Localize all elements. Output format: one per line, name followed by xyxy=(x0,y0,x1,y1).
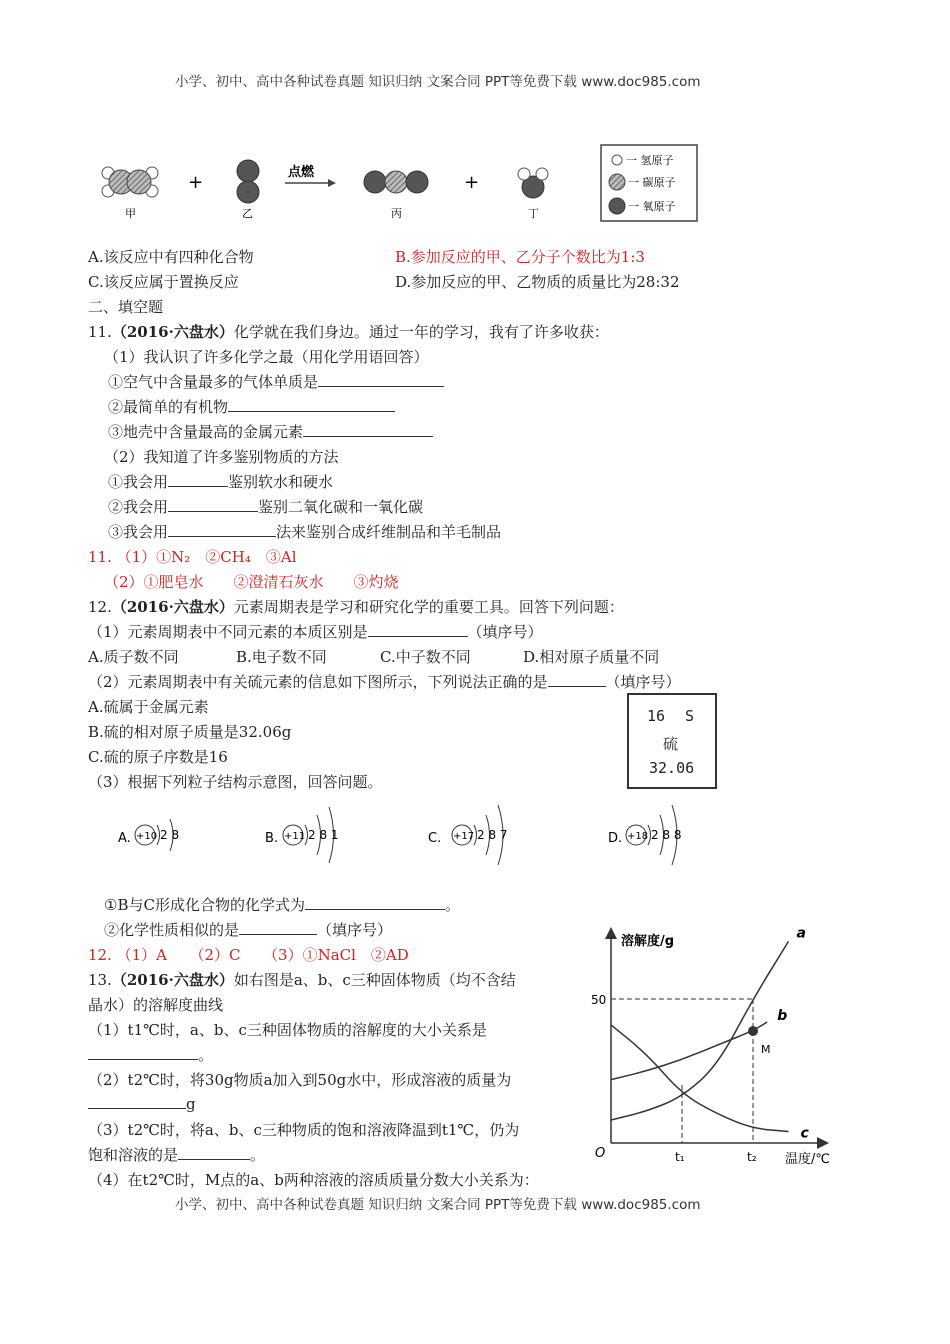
plus-sign-2: + xyxy=(464,172,480,193)
q13-part3: （3）t2℃时，将a、b、c三种物质的饱和溶液降温到t1℃，仍为 xyxy=(88,1121,520,1139)
tile-name: 硫 xyxy=(663,735,679,753)
q10-option-c: C.该反应属于置换反应 xyxy=(88,273,239,291)
reaction-diagram xyxy=(90,140,730,225)
q13-part1: （1）t1℃时，a、b、c三种固体物质的溶解度的大小关系是 xyxy=(88,1021,487,1039)
y-axis-label: 溶解度/g xyxy=(621,934,675,949)
particle-diagrams xyxy=(110,795,710,875)
solubility-chart xyxy=(585,925,835,1175)
q11-part2a: ①我会用 鉴别软水和硬水 xyxy=(108,473,334,491)
q10-option-d: D.参加反应的甲、乙物质的质量比为28:32 xyxy=(395,273,680,291)
q11-part1b: ②最简单的有机物 xyxy=(108,396,395,417)
curve-label-c: c xyxy=(800,1125,809,1142)
svg-text:C.: C. xyxy=(428,831,442,846)
tile-number: 16 xyxy=(647,707,666,725)
q11-answer-1: 11. （1）①N₂ ②CH₄ ③Al xyxy=(88,548,297,566)
q12-answer: 12. （1）A （2）C （3）①NaCl ②AD xyxy=(88,946,409,964)
q10-option-a: A.该反应中有四种化合物 xyxy=(88,248,254,266)
q11-part2b: ②我会用 鉴别二氧化碳和一氧化碳 xyxy=(108,498,424,516)
q11-part2: （2）我知道了许多鉴别物质的方法 xyxy=(104,448,339,466)
x-tick-t1: t₁ xyxy=(675,1150,685,1164)
molecule-bing xyxy=(364,171,428,220)
q12-opt-d: D.相对原子质量不同 xyxy=(523,648,660,666)
label-yi: 乙 xyxy=(242,207,253,220)
particle-c xyxy=(428,805,508,865)
q11-stem xyxy=(88,321,609,342)
particle-a xyxy=(118,819,179,851)
q13-part2-blank: g xyxy=(88,1094,196,1113)
y-tick-50: 50 xyxy=(591,993,607,1007)
q13-part2: （2）t2℃时，将30g物质a加入到50g水中，形成溶液的质量为 xyxy=(88,1071,512,1089)
particle-d xyxy=(608,805,682,865)
page-footer: 小学、初中、高中各种试卷真题 知识归纳 文案合同 PPT等免费下载 www.doc985.com xyxy=(175,1197,701,1213)
curve-a xyxy=(611,941,789,1120)
q11-part1a: ①空气中含量最多的气体单质是 xyxy=(108,371,444,392)
legend-c: 一 碳原子 xyxy=(628,176,676,189)
legend-o: 一 氧原子 xyxy=(628,200,676,213)
tile-mass: 32.06 xyxy=(649,759,695,777)
condition-label: 点燃 xyxy=(288,165,315,180)
x-tick-t2: t₂ xyxy=(747,1150,757,1164)
svg-text:+17: +17 xyxy=(453,831,475,842)
q12-part2-a: A.硫属于金属元素 xyxy=(88,698,209,716)
label-bing: 丙 xyxy=(391,207,402,220)
q11-num: 11. xyxy=(88,323,112,341)
label-jia: 甲 xyxy=(125,207,136,220)
q11-part1: （1）我认识了许多化学之最（用化学用语回答） xyxy=(104,348,429,366)
section-title: 二、填空题 xyxy=(88,298,164,316)
q13-stem: 13.（2016·六盘水）如右图是a、b、c三种固体物质（均不含结 xyxy=(88,971,516,989)
svg-text:A.: A. xyxy=(118,831,131,846)
particle-b xyxy=(265,807,339,863)
point-m xyxy=(748,1026,758,1036)
reaction-arrow xyxy=(285,164,336,187)
q13-part3b: 饱和溶液的是 。 xyxy=(88,1146,266,1164)
curve-b xyxy=(611,1022,767,1080)
sulfur-element-tile xyxy=(627,693,717,789)
q12-part1: （1）元素周期表中不同元素的本质区别是 （填序号） xyxy=(88,623,543,641)
q12-opt-a: A.质子数不同 xyxy=(88,648,179,666)
q12-opt-c: C.中子数不同 xyxy=(380,648,471,666)
q12-part3: （3）根据下列粒子结构示意图，回答问题。 xyxy=(88,773,383,791)
q12-opt-b: B.电子数不同 xyxy=(236,648,327,666)
tile-symbol: S xyxy=(685,707,695,725)
svg-text:2 8: 2 8 xyxy=(160,828,180,842)
svg-text:D.: D. xyxy=(608,831,623,846)
q11-part1c: ③地壳中含量最高的金属元素 xyxy=(108,421,433,442)
svg-text:+11: +11 xyxy=(284,831,306,842)
curve-c xyxy=(611,1025,789,1132)
page-header: 小学、初中、高中各种试卷真题 知识归纳 文案合同 PPT等免费下载 www.doc985.com xyxy=(175,74,701,90)
plus-sign: + xyxy=(188,172,204,193)
q11-part2c: ③我会用 法来鉴别合成纤维制品和羊毛制品 xyxy=(108,523,502,541)
q10-option-b: B.参加反应的甲、乙分子个数比为1:3 xyxy=(395,248,645,266)
q13-part4: （4）在t2℃时，M点的a、b两种溶液的溶质质量分数大小关系为： xyxy=(88,1171,539,1189)
label-ding: 丁 xyxy=(528,207,539,220)
q11-source: （2016·六盘水） xyxy=(111,323,234,341)
svg-text:2 8 8: 2 8 8 xyxy=(651,828,682,842)
svg-text:B.: B. xyxy=(265,831,279,846)
molecule-yi xyxy=(237,160,259,220)
q11-answer-2: （2）①肥皂水 ②澄清石灰水 ③灼烧 xyxy=(104,573,399,591)
svg-text:2 8 7: 2 8 7 xyxy=(477,828,508,842)
q12-part2-c: C.硫的原子序数是16 xyxy=(88,748,228,766)
molecule-jia xyxy=(102,167,158,220)
q12-stem: 12.（2016·六盘水）元素周期表是学习和研究化学的重要工具。回答下列问题： xyxy=(88,598,624,616)
point-m-label: M xyxy=(761,1043,771,1056)
svg-text:2 8 1: 2 8 1 xyxy=(308,828,339,842)
molecule-ding xyxy=(518,168,548,220)
q12-part3b: ②化学性质相似的是 （填序号） xyxy=(104,921,393,939)
x-axis-label: 温度/℃ xyxy=(785,1152,830,1167)
q12-part2: （2）元素周期表中有关硫元素的信息如下图所示，下列说法正确的是 （填序号） xyxy=(88,673,681,691)
q13-stem-2: 晶水）的溶解度曲线 xyxy=(88,996,224,1014)
svg-text:+18: +18 xyxy=(627,831,649,842)
origin-label: O xyxy=(595,1146,606,1161)
q11-text: 化学就在我们身边。通过一年的学习，我有了许多收获： xyxy=(233,323,609,341)
svg-text:+10: +10 xyxy=(136,831,158,842)
curve-label-a: a xyxy=(796,925,806,942)
q12-part2-b: B.硫的相对原子质量是32.06g xyxy=(88,723,292,741)
q13-part1-blank: 。 xyxy=(88,1044,213,1065)
q12-part3a: ①B与C形成化合物的化学式为 。 xyxy=(104,896,460,914)
legend-h: 一 氢原子 xyxy=(626,154,674,167)
atom-legend xyxy=(601,145,697,221)
curve-label-b: b xyxy=(777,1008,788,1025)
